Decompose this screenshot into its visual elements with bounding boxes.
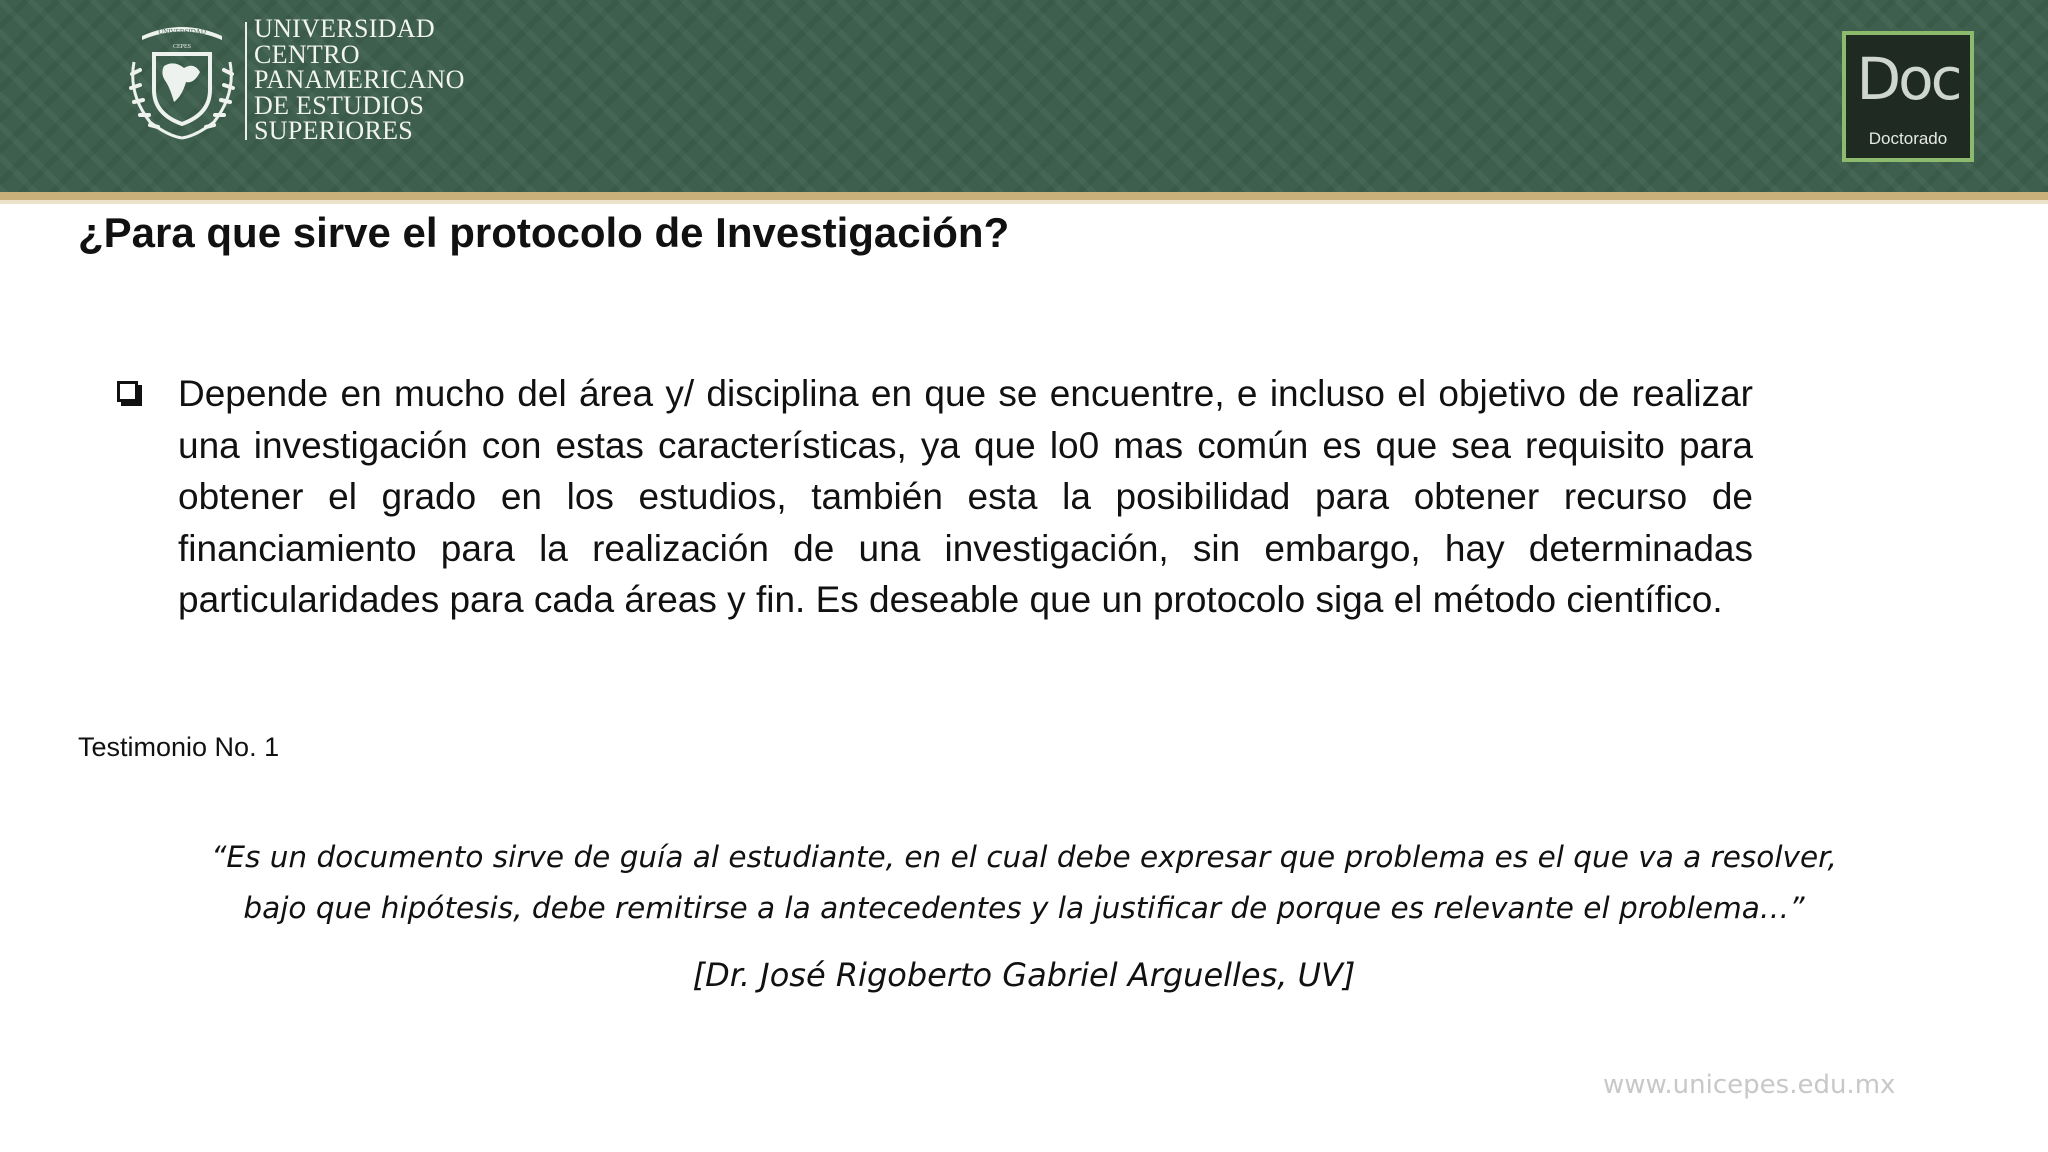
quote-author: [Dr. José Rigoberto Gabriel Arguelles, UV] (692, 956, 1356, 994)
seal-text-bottom: CEPES (172, 44, 192, 50)
doctorado-label: Doctorado (1868, 129, 1948, 148)
university-name-line: CENTRO (254, 39, 360, 69)
university-name-line: UNIVERSIDAD (254, 14, 435, 43)
checkbox-bullet-icon (117, 381, 138, 402)
quote-line: bajo que hipótesis, debe remitirse a la antecedentes y la justificar de porque es relevante el problema…” (243, 891, 1805, 925)
doctorado-badge (1842, 31, 1974, 162)
website-url: www.unicepes.edu.mx (1603, 1070, 1896, 1100)
logo-divider (245, 22, 247, 140)
doc-logo-text: Doc (1856, 45, 1960, 113)
university-name-line: DE ESTUDIOS (254, 90, 425, 120)
bullet-paragraph: Depende en mucho del área y/ disciplina en que se encuentre, e incluso el objetivo de realizar una investigación con estas características, ya que lo0 mas común es que sea requisito para obtener el grado en los estudios, también esta la posibilidad para obtener recurso de financiamiento para la realización de una investigación, sin embargo, hay determinadas particularidades para cada áreas y fin. Es deseable que un protocolo siga el método científico. (178, 373, 1774, 620)
quote-line: “Es un documento sirve de guía al estudiante, en el cual debe expresar que problema es el que va a resolver, (211, 840, 1837, 874)
university-name-line: SUPERIORES (254, 116, 414, 145)
testimonial-quote (100, 832, 1948, 934)
slide-title: ¿Para que sirve el protocolo de Investigación? (78, 209, 1010, 256)
university-seal-icon (124, 18, 240, 142)
university-name-line: PANAMERICANO (254, 65, 465, 94)
header-light-stripe (0, 200, 2048, 204)
testimonio-label: Testimonio No. 1 (78, 732, 280, 762)
seal-text-top: UNIVERSIDAD (158, 28, 206, 36)
university-name (254, 16, 465, 144)
header-gold-stripe (0, 192, 2048, 200)
